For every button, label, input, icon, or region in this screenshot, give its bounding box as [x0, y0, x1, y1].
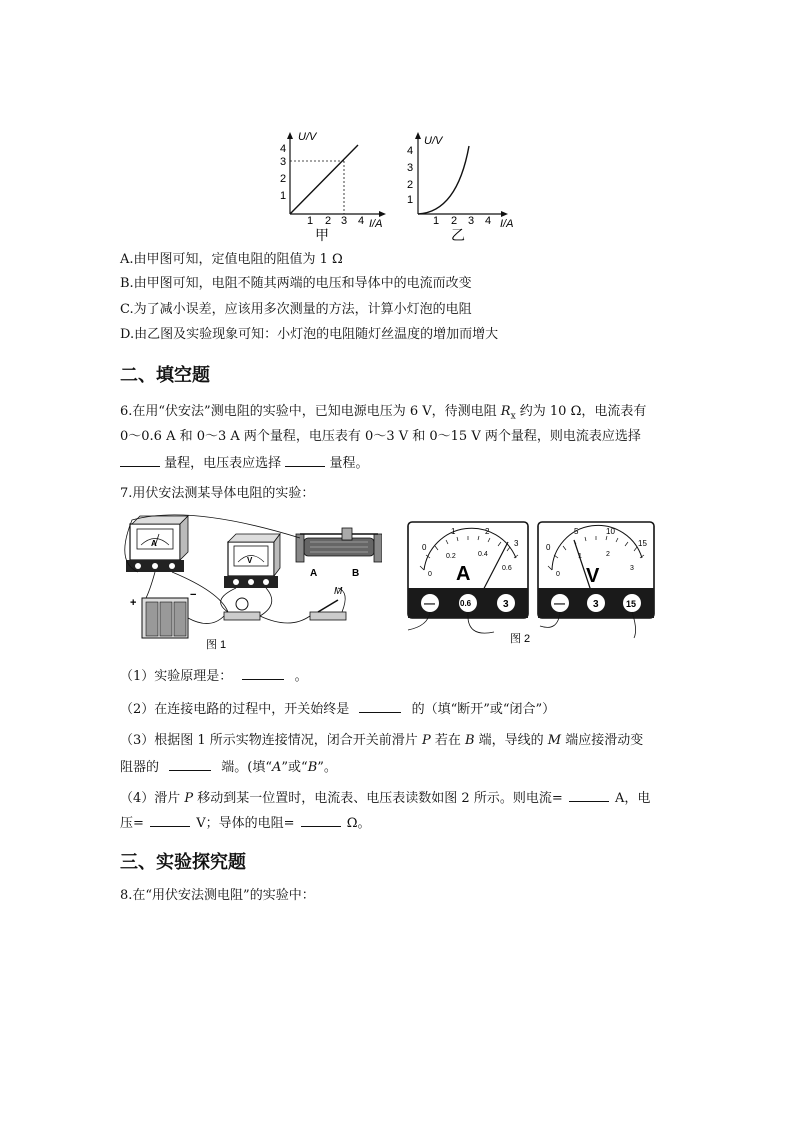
section-title-fill-blank: 二、填空题 [120, 365, 210, 386]
jia-xtick: 2 [325, 215, 332, 227]
q7-text: ”或“ [281, 760, 308, 775]
voltmeter-letter: V [586, 565, 600, 587]
yi-ytick: 4 [407, 145, 414, 157]
q7-text: （4）滑片 [120, 791, 185, 806]
q5-option-d: D.由乙图及实验现象可知：小灯泡的电阻随灯丝温度的增加而增大 [120, 327, 499, 342]
q7-text: Ω。 [346, 816, 371, 831]
q7-text: 的（填“断开”或“闭合”） [411, 702, 556, 717]
figure-2-meters [398, 520, 660, 650]
fig1-m-label: M [334, 586, 343, 597]
q6-text: 6.在用“伏安法”测电阻的实验中，已知电源电压为 6 V，待测电阻 [120, 404, 501, 419]
voltmeter-outer-15: 15 [638, 539, 647, 548]
q7-text: 若在 [430, 733, 465, 748]
jia-x-label: I/A [369, 218, 383, 230]
q8-intro: 8.在“用伏安法测电阻”的实验中： [120, 888, 315, 903]
fig1-ammeter-label: A [151, 539, 157, 548]
ammeter-outer-0: 0 [422, 543, 427, 552]
symbol-p: P [184, 791, 194, 806]
q7-text: 端，导线的 [474, 733, 548, 748]
answer-blank-ammeter-range[interactable] [120, 452, 160, 467]
voltmeter-terminal-3: 3 [593, 599, 599, 610]
symbol-b: B [307, 760, 318, 775]
jia-xtick: 1 [307, 215, 314, 227]
yi-ytick: 2 [407, 179, 414, 191]
q7-sub4-line-1 [120, 787, 650, 809]
fig1-bulb [224, 598, 260, 620]
answer-blank-resistance[interactable] [301, 812, 341, 827]
q7-text: 端应接滑动变 [561, 733, 644, 748]
q7-text: （3）根据图 1 所示实物连接情况，闭合开关前滑片 [120, 733, 422, 748]
section-title-experiment: 三、实验探究题 [120, 852, 246, 873]
q7-text: A，电 [615, 791, 651, 806]
fig1-voltmeter [224, 534, 280, 588]
fig2-voltmeter [538, 522, 654, 618]
ammeter-letter: A [456, 563, 471, 585]
symbol-m: M [547, 733, 562, 748]
rx-subscript: x [510, 411, 516, 422]
fig1-battery [130, 589, 196, 638]
q6-line-3 [120, 452, 368, 474]
voltmeter-inner-3: 3 [630, 565, 634, 572]
graph-yi [407, 132, 513, 243]
q7-text: 端。(填“ [221, 760, 273, 775]
ammeter-terminal-0.6: 0.6 [460, 599, 472, 608]
battery-minus: − [190, 589, 197, 601]
q7-intro: 7.用伏安法测某导体电阻的实验： [120, 486, 315, 501]
voltmeter-outer-0: 0 [546, 543, 551, 552]
q5-option-c: C.为了减小误差，应该用多次测量的方法，计算小灯泡的电阻 [120, 302, 472, 317]
q7-sub2 [120, 698, 555, 720]
fig1-ammeter [126, 516, 188, 572]
voltmeter-outer-5: 5 [574, 527, 579, 536]
rx-symbol: R [500, 404, 511, 419]
jia-ytick: 4 [280, 143, 287, 155]
answer-blank-principle[interactable] [242, 665, 284, 680]
ammeter-inner-2: 0.4 [478, 551, 488, 558]
yi-xtick: 3 [468, 215, 475, 227]
answer-blank-voltmeter-range[interactable] [285, 452, 325, 467]
ammeter-inner-0: 0 [428, 571, 432, 578]
q7-text: （2）在连接电路的过程中，开关始终是 [120, 702, 350, 717]
symbol-a: A [272, 760, 282, 775]
yi-ytick: 3 [407, 162, 414, 174]
fig1-switch [310, 586, 346, 620]
jia-xtick: 3 [341, 215, 348, 227]
battery-plus: + [130, 597, 137, 609]
q5-option-b: B.由甲图可知，电阻不随其两端的电压和导体中的电流而改变 [120, 276, 472, 291]
rheostat-label-a: A [310, 568, 318, 579]
fig1-rheostat [296, 528, 382, 579]
answer-blank-voltage[interactable] [150, 812, 190, 827]
ammeter-inner-1: 0.2 [446, 553, 456, 560]
voltmeter-outer-10: 10 [606, 527, 615, 536]
voltmeter-terminal-neg: — [554, 598, 565, 610]
ammeter-terminal-3: 3 [503, 599, 509, 610]
jia-y-label: U/V [298, 131, 317, 143]
yi-xtick: 1 [433, 215, 440, 227]
yi-ytick: 1 [407, 194, 414, 206]
q7-text: 阻器的 [120, 760, 160, 775]
q7-sub3-line-2 [120, 756, 337, 778]
q7-text: V；导体的电阻= [196, 816, 295, 831]
fig1-caption: 图 1 [206, 639, 227, 651]
yi-caption: 乙 [451, 227, 465, 243]
q6-text: 约为 10 Ω，电流表有 [515, 404, 647, 419]
voltmeter-inner-1: 1 [578, 553, 582, 560]
q7-text: （1）实验原理是： [120, 669, 233, 684]
answer-blank-current[interactable] [569, 787, 609, 802]
q6-text: 量程，电压表应选择 [164, 456, 282, 471]
ammeter-terminal-neg: — [424, 598, 435, 610]
symbol-p: P [421, 733, 431, 748]
yi-y-label: U/V [424, 135, 443, 147]
q6-line-1 [120, 402, 646, 427]
graph-jia [280, 131, 386, 243]
fig2-ammeter [408, 522, 528, 618]
answer-blank-rheostat-end[interactable] [169, 756, 211, 771]
jia-ytick: 1 [280, 190, 287, 202]
q7-text: 移动到某一位置时，电流表、电压表读数如图 2 所示。则电流= [193, 791, 563, 806]
q7-text: ”。 [317, 760, 337, 775]
fig2-caption: 图 2 [510, 633, 531, 645]
jia-line [290, 145, 358, 214]
rheostat-label-b: B [352, 568, 360, 579]
yi-x-label: I/A [500, 218, 514, 230]
q7-sub4-line-2 [120, 812, 371, 834]
q6-text: 量程。 [329, 456, 369, 471]
q6-line-2: 0～0.6 A 和 0～3 A 两个量程，电压表有 0～3 V 和 0～15 V 两个量程，则电流表应选择 [120, 429, 641, 444]
ammeter-outer-1: 1 [451, 527, 456, 536]
ammeter-outer-2: 2 [485, 527, 490, 536]
symbol-b: B [464, 733, 475, 748]
q7-text: 压= [120, 816, 144, 831]
jia-xtick: 4 [358, 215, 365, 227]
answer-blank-switch-state[interactable] [359, 698, 401, 713]
voltmeter-terminal-15: 15 [626, 599, 637, 609]
ammeter-outer-3: 3 [514, 539, 519, 548]
yi-xtick: 2 [451, 215, 458, 227]
yi-curve [418, 146, 469, 214]
q7-text: 。 [294, 669, 308, 684]
figure-1-circuit [110, 512, 382, 652]
q5-option-a: A.由甲图可知，定值电阻的阻值为 1 Ω [120, 252, 343, 267]
graphs-figure [270, 128, 530, 244]
fig1-voltmeter-label: V [247, 556, 253, 565]
yi-xtick: 4 [485, 215, 492, 227]
jia-ytick: 3 [280, 156, 287, 168]
ammeter-inner-3: 0.6 [502, 565, 512, 572]
q7-sub3-line-1 [120, 731, 643, 751]
q7-sub1 [120, 665, 308, 687]
jia-ytick: 2 [280, 173, 287, 185]
voltmeter-inner-2: 2 [606, 551, 610, 558]
jia-caption: 甲 [315, 227, 329, 243]
voltmeter-inner-0: 0 [556, 571, 560, 578]
